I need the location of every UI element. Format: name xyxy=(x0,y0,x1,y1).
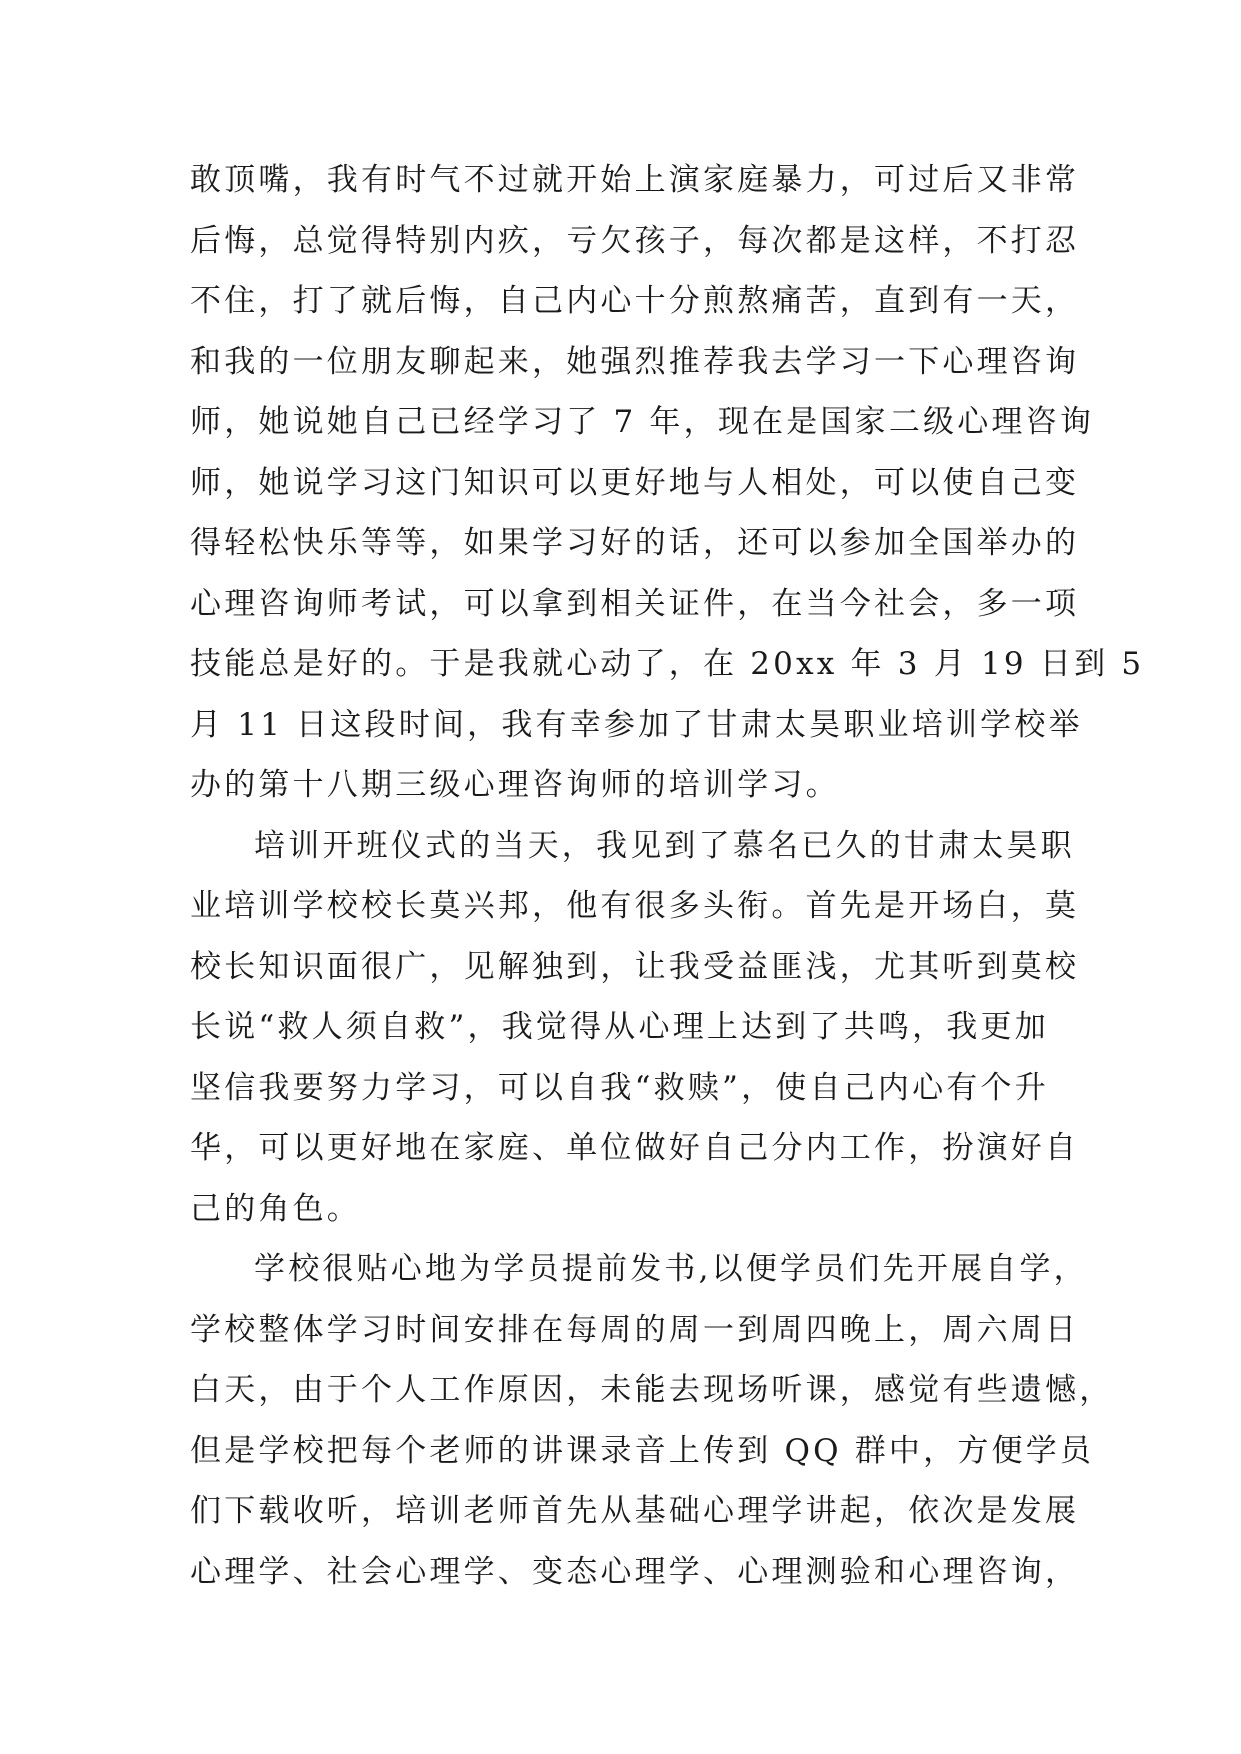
p3-line-2: 学校整体学习时间安排在每周的周一到周四晚上，周六周日 xyxy=(190,1311,1080,1348)
p2-line-2: 业培训学校校长莫兴邦，他有很多头衔。首先是开场白，莫 xyxy=(190,888,1080,924)
p1-line-4: 和我的一位朋友聊起来，她强烈推荐我去学习一下心理咨询 xyxy=(190,343,1080,380)
p1-line-5: 师，她说她自己已经学习了 7 年，现在是国家二级心理咨询 xyxy=(190,404,1095,440)
p1-line-2: 后悔，总觉得特别内疚，亏欠孩子，每次都是这样，不打忍 xyxy=(190,222,1080,259)
p1-line-11: 办的第十八期三级心理咨询师的培训学习。 xyxy=(190,767,840,803)
p3-line-1: 学校很贴心地为学员提前发书,以便学员们先开展自学， xyxy=(254,1251,1088,1287)
p1-line-9: 技能总是好的。于是我就心动了，在 20xx 年 3 月 19 日到 5 xyxy=(190,646,1145,682)
p1-line-10: 月 11 日这段时间，我有幸参加了甘肃太昊职业培训学校举 xyxy=(190,706,1083,743)
p3-line-4: 但是学校把每个老师的讲课录音上传到 QQ 群中，方便学员 xyxy=(190,1432,1095,1469)
document-body xyxy=(190,150,1145,1602)
p2-line-7: 己的角色。 xyxy=(190,1190,361,1227)
p2-line-6: 华，可以更好地在家庭、单位做好自己分内工作，扮演好自 xyxy=(190,1130,1080,1166)
p2-line-1: 培训开班仪式的当天，我见到了慕名已久的甘肃太昊职 xyxy=(254,827,1075,864)
p3-line-5: 们下载收听，培训老师首先从基础心理学讲起，依次是发展 xyxy=(190,1493,1080,1529)
p1-line-6: 师，她说学习这门知识可以更好地与人相处，可以使自己变 xyxy=(190,464,1080,501)
p2-line-5: 坚信我要努力学习，可以自我“救赎”，使自己内心有个升 xyxy=(190,1069,1049,1106)
p3-line-3: 白天，由于个人工作原因，未能去现场听课，感觉有些遗憾， xyxy=(190,1372,1114,1408)
p1-line-8: 心理咨询师考试，可以拿到相关证件，在当今社会，多一项 xyxy=(190,585,1080,622)
p2-line-3: 校长知识面很广，见解独到，让我受益匪浅，尤其听到莫校 xyxy=(190,948,1080,985)
p1-line-3: 不住，打了就后悔，自己内心十分煎熬痛苦，直到有一天， xyxy=(190,283,1080,319)
p1-line-1: 敢顶嘴，我有时气不过就开始上演家庭暴力，可过后又非常 xyxy=(190,162,1080,198)
p2-line-4: 长说“救人须自救”，我觉得从心理上达到了共鸣，我更加 xyxy=(190,1009,1049,1045)
p3-line-6: 心理学、社会心理学、变态心理学、心理测验和心理咨询， xyxy=(190,1553,1080,1590)
p1-line-7: 得轻松快乐等等，如果学习好的话，还可以参加全国举办的 xyxy=(190,525,1080,561)
